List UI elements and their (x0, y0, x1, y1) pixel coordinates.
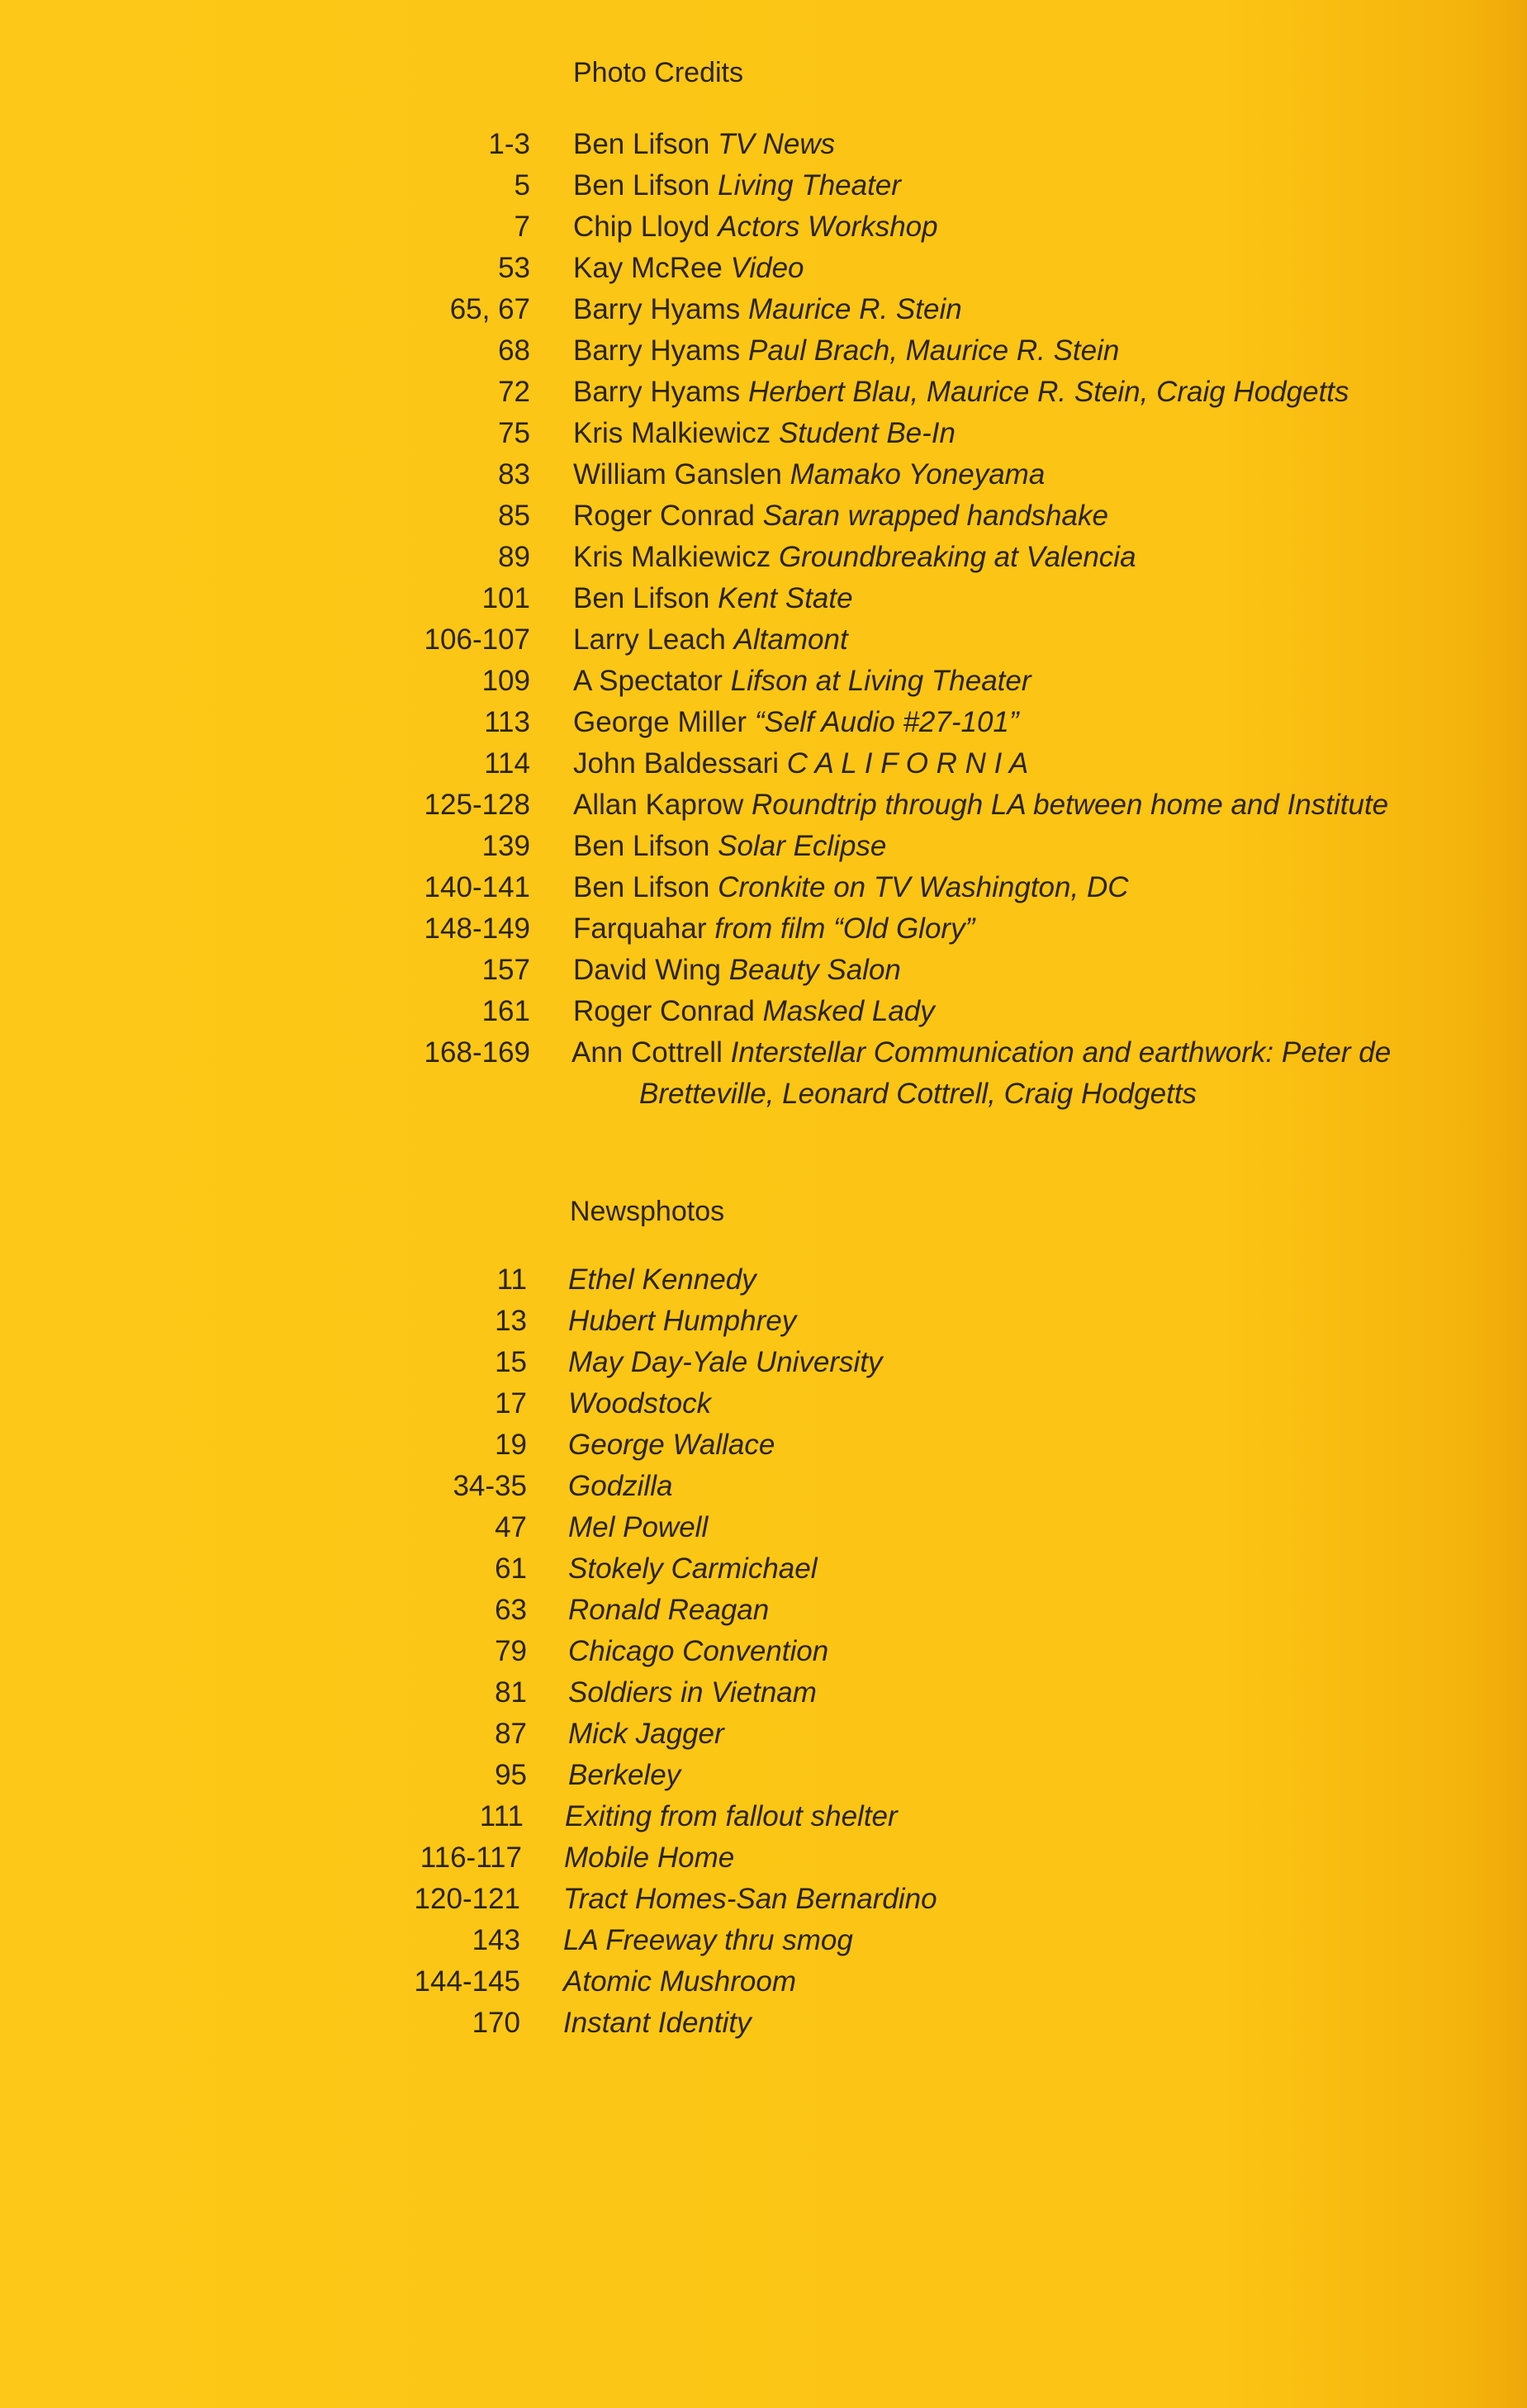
credit-entry (573, 413, 956, 454)
photo-title: Actors Workshop (718, 211, 938, 243)
page-number: 106-107 (424, 623, 530, 656)
photo-title: TV News (718, 128, 836, 160)
newsphoto-row (0, 1672, 1527, 1714)
photo-title: LA Freeway thru smog (563, 1924, 853, 1956)
photo-title: from film “Old Glory” (714, 912, 975, 945)
photo-title: Interstellar Communication and earthwork: Peter de (730, 1036, 1392, 1069)
photo-title: “Self Audio #27-101” (754, 706, 1019, 738)
photo-title: Saran wrapped handshake (762, 500, 1108, 532)
photographer-name: David Wing (573, 954, 721, 986)
newsphotos-heading: Newsphotos (570, 1196, 725, 1227)
credit-entry (573, 908, 975, 950)
photographer-name: Larry Leach (573, 623, 726, 656)
photo-credit-row (0, 289, 1527, 330)
photo-title: Ronald Reagan (568, 1594, 770, 1626)
page-number: 120-121 (414, 1883, 520, 1915)
newsphoto-row (0, 1590, 1527, 1631)
photo-title: Ethel Kennedy (568, 1263, 756, 1296)
photographer-name: Roger Conrad (573, 995, 755, 1027)
credit-entry (573, 619, 848, 661)
credit-entry (573, 289, 962, 330)
page-number: 125-128 (424, 789, 530, 821)
photographer-name: John Baldessari (573, 747, 780, 780)
photo-title: Mel Powell (568, 1511, 709, 1543)
photographer-name: Allan Kaprow (573, 789, 744, 821)
photo-credit-row (0, 372, 1527, 413)
photo-title: Mamako Yoneyama (790, 458, 1046, 491)
photo-title: Kent State (718, 582, 853, 614)
photo-title: Hubert Humphrey (568, 1305, 797, 1337)
photographer-name: Roger Conrad (573, 500, 755, 532)
photo-title: Roundtrip through LA between home and Institute (751, 789, 1389, 821)
photo-credit-row (0, 413, 1527, 454)
photo-title: George Wallace (568, 1429, 775, 1461)
photographer-name: Ben Lifson (573, 582, 710, 614)
photo-title: C A L I F O R N I A (786, 747, 1029, 780)
photographer-name: William Ganslen (573, 458, 782, 491)
photo-title: Beauty Salon (728, 954, 901, 986)
page-number: 68 (498, 334, 530, 367)
page-number: 1-3 (488, 128, 530, 160)
photo-credit-row (0, 991, 1527, 1032)
page-number: 34-35 (453, 1470, 527, 1502)
photo-credit-row (0, 537, 1527, 578)
page-number: 75 (498, 417, 530, 449)
photo-credit-row (0, 661, 1527, 702)
photographer-name: Barry Hyams (573, 376, 741, 408)
newsphoto-row (0, 1342, 1527, 1383)
photo-credit-row (0, 454, 1527, 495)
photo-title: Mick Jagger (568, 1718, 724, 1750)
newsphoto-row (0, 1631, 1527, 1672)
credit-entry (573, 248, 804, 289)
newsphoto-row (0, 1259, 1527, 1301)
photographer-name: Kris Malkiewicz (573, 541, 771, 573)
photographer-name: Ben Lifson (573, 128, 710, 160)
photo-title: Atomic Mushroom (563, 1965, 797, 1998)
photographer-name: Ben Lifson (573, 871, 710, 903)
page-number: 15 (495, 1346, 527, 1378)
newsphoto-row (0, 1714, 1527, 1755)
page-number: 95 (495, 1759, 527, 1791)
photo-title: Paul Brach, Maurice R. Stein (747, 334, 1120, 367)
photo-credit-row (0, 743, 1527, 784)
credit-entry (573, 702, 1019, 743)
newsphoto-row (0, 1961, 1527, 2003)
credit-entry (571, 1032, 1391, 1074)
photo-title: Cronkite on TV Washington, DC (718, 871, 1129, 903)
credit-entry (573, 743, 1028, 784)
page-number: 81 (495, 1676, 527, 1709)
credit-entry (573, 784, 1388, 826)
photographer-name: Ben Lifson (573, 830, 710, 862)
page-number: 89 (498, 541, 530, 573)
photo-title: Maurice R. Stein (747, 293, 962, 325)
photo-title: Instant Identity (563, 2007, 752, 2039)
newsphoto-row (0, 1383, 1527, 1424)
credit-entry (573, 578, 853, 619)
photo-title: May Day-Yale University (568, 1346, 883, 1378)
photographer-name: Farquahar (573, 912, 707, 945)
credit-entry (573, 661, 1031, 702)
photo-credit-row (0, 950, 1527, 991)
credit-entry (573, 206, 938, 248)
page-number: 5 (514, 169, 530, 201)
page-number: 148-149 (424, 912, 530, 945)
page-number: 116-117 (420, 1842, 522, 1874)
photographer-name: A Spectator (573, 665, 723, 697)
photo-credit-row (0, 619, 1527, 661)
page-number: 109 (481, 665, 530, 697)
page-number: 157 (481, 954, 530, 986)
photographer-name: Ben Lifson (573, 169, 710, 201)
photo-title: Altamont (733, 623, 848, 656)
photo-credit-row (0, 578, 1527, 619)
page-number: 111 (479, 1800, 524, 1832)
photographer-name: Kris Malkiewicz (573, 417, 771, 449)
photo-credit-row (0, 248, 1527, 289)
page-number: 85 (498, 500, 530, 532)
photo-credit-row (0, 784, 1527, 826)
page-number: 17 (495, 1387, 527, 1420)
photo-title: Chicago Convention (568, 1635, 829, 1667)
credit-entry (573, 495, 1108, 537)
photo-credit-row (0, 908, 1527, 950)
newsphoto-row (0, 2003, 1527, 2044)
credit-entry (573, 454, 1045, 495)
page-number: 19 (495, 1429, 527, 1461)
photographer-name: Kay McRee (573, 252, 723, 284)
photo-title: Tract Homes-San Bernardino (563, 1883, 937, 1915)
photo-title: Godzilla (568, 1470, 673, 1502)
page-number: 114 (484, 747, 530, 780)
page-number: 65, 67 (449, 293, 530, 325)
photo-credit-row (0, 702, 1527, 743)
page-number: 170 (472, 2007, 520, 2039)
page-number: 63 (495, 1594, 527, 1626)
photo-title: Herbert Blau, Maurice R. Stein, Craig Hodgetts (747, 376, 1349, 408)
page-number: 47 (495, 1511, 527, 1543)
photo-title: Exiting from fallout shelter (565, 1800, 898, 1832)
page-number: 72 (498, 376, 530, 408)
photo-title: Solar Eclipse (718, 830, 887, 862)
newsphoto-row (0, 1837, 1527, 1879)
newsphoto-row (0, 1548, 1527, 1590)
credit-entry (573, 991, 935, 1032)
credit-entry (573, 330, 1119, 372)
photo-title: Mobile Home (564, 1842, 735, 1874)
photographer-name: Ann Cottrell (571, 1036, 723, 1069)
newsphoto-row (0, 1507, 1527, 1548)
page-number: 13 (495, 1305, 527, 1337)
credit-entry (573, 950, 901, 991)
photo-credit-row (0, 165, 1527, 206)
page-number: 7 (514, 211, 530, 243)
credit-entry (573, 124, 835, 165)
credit-entry (573, 867, 1129, 908)
photo-title: Soldiers in Vietnam (568, 1676, 817, 1709)
photo-credits-heading: Photo Credits (573, 57, 743, 88)
photographer-name: Barry Hyams (573, 293, 741, 325)
newsphoto-row (0, 1466, 1527, 1507)
page-number: 144-145 (414, 1965, 520, 1998)
photographer-name: Chip Lloyd (573, 211, 710, 243)
newsphoto-row (0, 1796, 1527, 1837)
photo-credit-row (0, 867, 1527, 908)
photo-title: Stokely Carmichael (568, 1552, 818, 1585)
newsphoto-row (0, 1755, 1527, 1796)
credit-entry (573, 826, 886, 867)
photo-credit-row (0, 330, 1527, 372)
photo-title: Living Theater (718, 169, 901, 201)
photo-title: Masked Lady (762, 995, 935, 1027)
newsphoto-row (0, 1920, 1527, 1961)
page-number: 83 (498, 458, 530, 491)
photo-credit-row (0, 826, 1527, 867)
photo-credit-row (0, 124, 1527, 165)
photographer-name: Barry Hyams (573, 334, 741, 367)
photo-credit-row (0, 206, 1527, 248)
page-number: 140-141 (424, 871, 530, 903)
page-number: 168-169 (424, 1036, 530, 1069)
credit-entry (573, 165, 901, 206)
credit-title-continuation: Bretteville, Leonard Cottrell, Craig Hodgetts (639, 1078, 1197, 1110)
page-number: 79 (495, 1635, 527, 1667)
photo-title: Student Be-In (778, 417, 956, 449)
page-number: 161 (481, 995, 530, 1027)
page-number: 11 (496, 1263, 527, 1296)
photo-title: Video (730, 252, 804, 284)
photo-title: Berkeley (568, 1759, 681, 1791)
photo-credit-row (0, 495, 1527, 537)
newsphoto-row (0, 1879, 1527, 1920)
page-number: 113 (484, 706, 530, 738)
page-number: 143 (472, 1924, 520, 1956)
page-number: 61 (495, 1552, 527, 1585)
credit-entry (573, 537, 1136, 578)
page-number: 139 (481, 830, 530, 862)
photographer-name: George Miller (573, 706, 747, 738)
photo-title: Woodstock (568, 1387, 712, 1420)
page-number: 53 (498, 252, 530, 284)
page-number: 87 (495, 1718, 527, 1750)
page-number: 101 (481, 582, 530, 614)
newsphoto-row (0, 1301, 1527, 1342)
newsphoto-row (0, 1424, 1527, 1466)
photo-title: Groundbreaking at Valencia (778, 541, 1136, 573)
photo-credit-row (0, 1032, 1527, 1074)
credit-entry (573, 372, 1349, 413)
photo-title: Lifson at Living Theater (730, 665, 1031, 697)
